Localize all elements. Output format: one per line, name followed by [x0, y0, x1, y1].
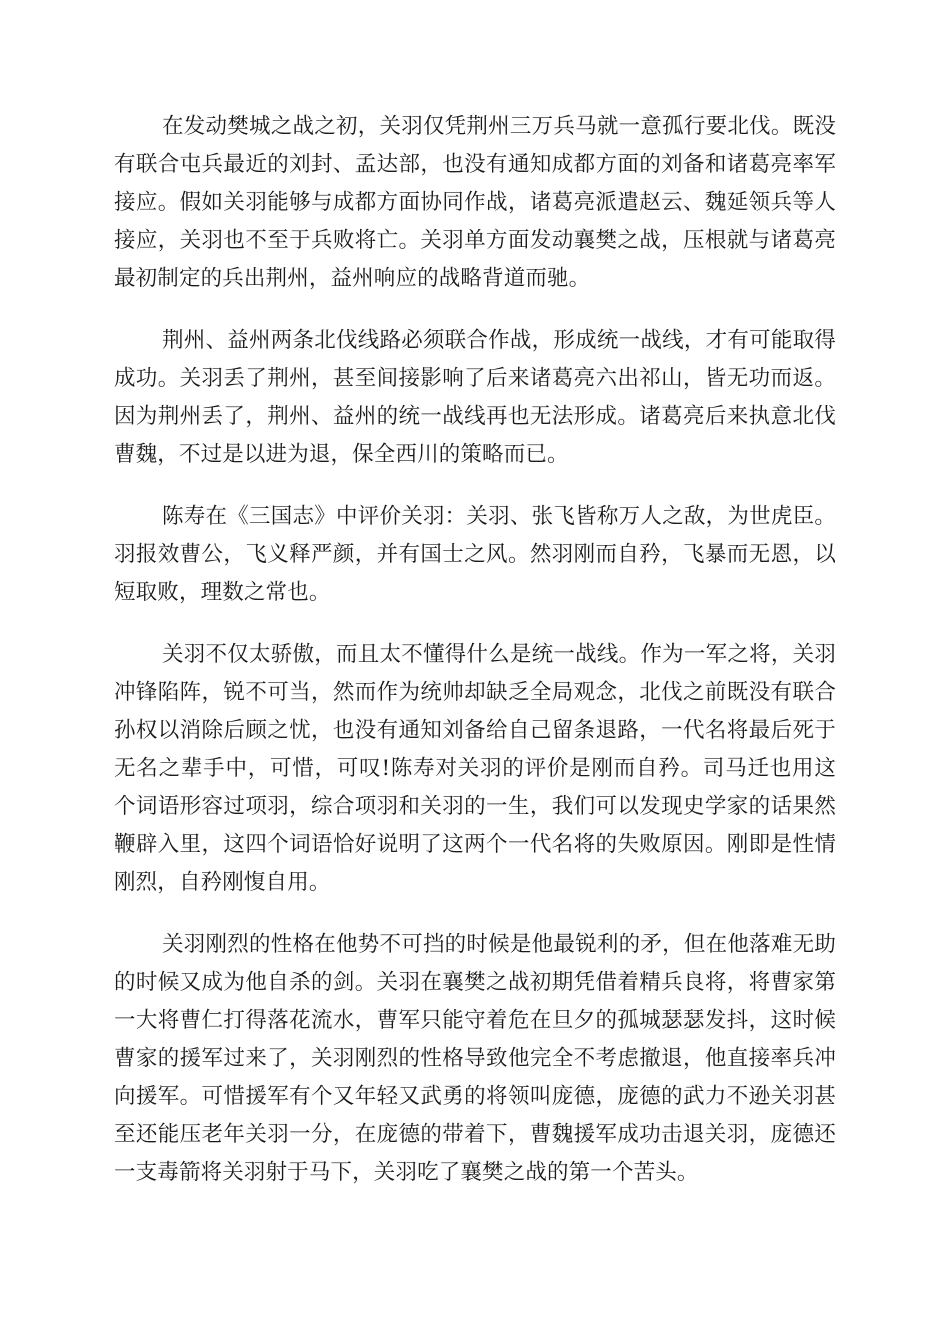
paragraph-3: 陈寿在《三国志》中评价关羽：关羽、张飞皆称万人之敌，为世虎臣。羽报效曹公，飞义释严颜，并有国士之风。然羽刚而自矜，飞暴而无恩，以短取败，理数之常也。 [114, 504, 836, 605]
paragraph-5: 关羽刚烈的性格在他势不可挡的时候是他最锐利的矛，但在他落难无助的时候又成为他自杀的剑。关羽在襄樊之战初期凭借着精兵良将，将曹家第一大将曹仁打得落花流水，曹军只能守着危在旦夕的孤城瑟瑟发抖，这时候曹家的援军过来了，关羽刚烈的性格导致他完全不考虑撤退，他直接率兵冲向援军。可惜援军有个又年轻又武勇的将领叫庞德，庞德的武力不逊关羽甚至还能压老年关羽一分，在庞德的带着下，曹魏援军成功击退关羽，庞德还一支毒箭将关羽射于马下，关羽吃了襄樊之战的第一个苦头。 [114, 932, 836, 1185]
paragraph-2: 荆州、益州两条北伐线路必须联合作战，形成统一战线，才有可能取得成功。关羽丢了荆州，甚至间接影响了后来诸葛亮六出祁山，皆无功而返。因为荆州丢了，荆州、益州的统一战线再也无法形成。诸葛亮后来执意北伐曹魏，不过是以进为退，保全西川的策略而已。 [114, 328, 836, 467]
paragraph-1: 在发动樊城之战之初，关羽仅凭荆州三万兵马就一意孤行要北伐。既没有联合屯兵最近的刘封、孟达部，也没有通知成都方面的刘备和诸葛亮率军接应。假如关羽能够与成都方面协同作战，诸葛亮派遣赵云、魏延领兵等人接应，关羽也不至于兵败将亡。关羽单方面发动襄樊之战，压根就与诸葛亮最初制定的兵出荆州，益州响应的战略背道而驰。 [114, 114, 836, 291]
paragraph-4: 关羽不仅太骄傲，而且太不懂得什么是统一战线。作为一军之将，关羽冲锋陷阵，锐不可当，然而作为统帅却缺乏全局观念，北伐之前既没有联合孙权以消除后顾之忧，也没有通知刘备给自己留条退路，一代名将最后死于无名之辈手中，可惜，可叹!陈寿对关羽的评价是刚而自矜。司马迁也用这个词语形容过项羽，综合项羽和关羽的一生，我们可以发现史学家的话果然鞭辟入里，这四个词语恰好说明了这两个一代名将的失败原因。刚即是性情刚烈，自矜刚愎自用。 [114, 642, 836, 895]
document-body [114, 108, 836, 1216]
